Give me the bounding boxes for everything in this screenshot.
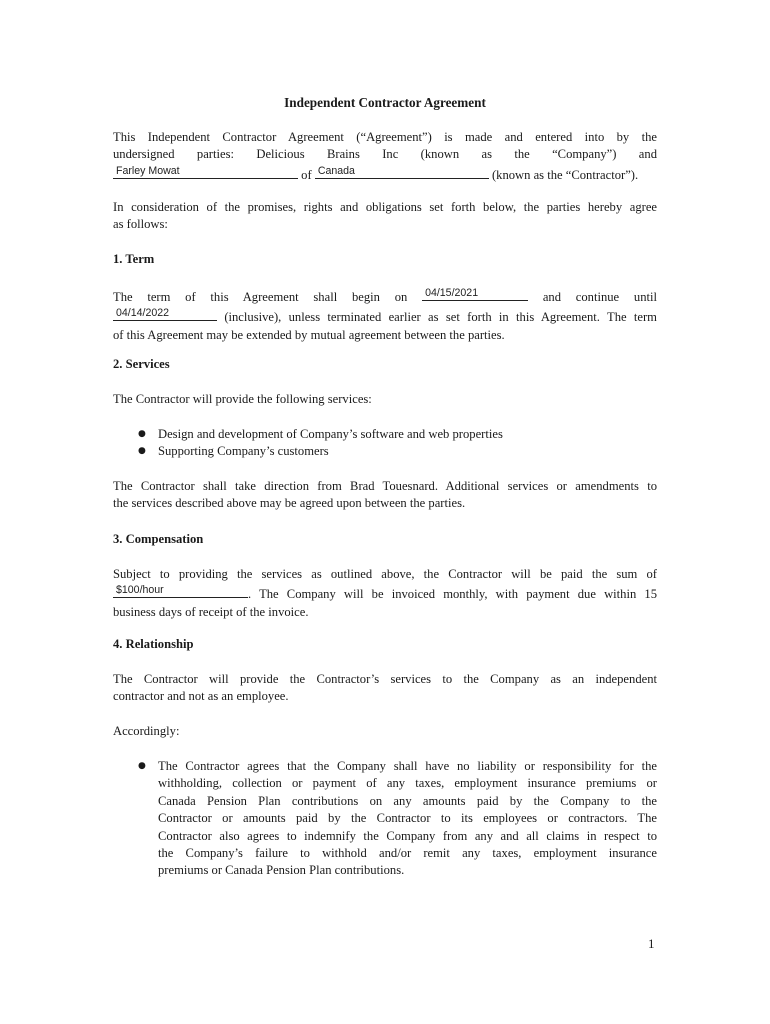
- services-direction-paragraph: [113, 478, 657, 513]
- consideration-paragraph: [113, 199, 657, 234]
- term-line-2: [113, 306, 657, 326]
- term-heading: 1. Term: [113, 252, 155, 266]
- tax-clause-line-6: the Company’s failure to withhold and/or remit any taxes, employment insurance: [158, 846, 657, 861]
- bullet-icon: ●: [138, 446, 146, 457]
- page-number: 1: [648, 936, 655, 951]
- intro-line-3: [113, 164, 657, 184]
- relationship-heading: 4. Relationship: [113, 637, 194, 651]
- document-title: Independent Contractor Agreement: [284, 95, 486, 110]
- service-item-2: Supporting Company’s customers: [158, 444, 329, 459]
- tax-clause-line-7: premiums or Canada Pension Plan contributions.: [158, 863, 405, 878]
- tax-clause-line-1: The Contractor agrees that the Company shall have no liability or responsibility for the: [158, 759, 657, 773]
- rate-field[interactable]: [113, 583, 248, 598]
- start-date-field[interactable]: [422, 286, 528, 301]
- services-heading: 2. Services: [113, 357, 170, 371]
- services-list: [113, 426, 657, 461]
- end-date-field[interactable]: [113, 306, 217, 321]
- relationship-paragraph: [113, 671, 657, 706]
- compensation-paragraph: [113, 566, 657, 621]
- start-date-value: 04/15/2021: [425, 287, 479, 299]
- contractor-location-value: Canada: [317, 164, 355, 177]
- direction-line-1: The Contractor shall take direction from Brad Touesnard. Additional services or amendments to: [113, 479, 657, 493]
- bullet-icon: ●: [138, 429, 146, 439]
- term-post-start-text: and continue until: [542, 290, 657, 304]
- intro-line-2: undersigned parties: Delicious Brains Inc (known as the “Company”) and: [113, 147, 657, 162]
- consideration-line-1: In consideration of the promises, rights and obligations set forth below, the parties hereby agree: [113, 200, 657, 214]
- end-date-value: 04/14/2022: [116, 307, 170, 320]
- contractor-location-field[interactable]: [315, 164, 489, 179]
- intro-paragraph: [113, 129, 657, 184]
- compensation-line-2: [113, 583, 657, 603]
- accordingly-text: Accordingly:: [113, 724, 180, 738]
- compensation-post-rate-text: . The Company will be invoiced monthly, with payment due within 15: [248, 587, 657, 602]
- compensation-line-1: Subject to providing the services as outlined above, the Contractor will be paid the sum of: [113, 567, 657, 581]
- list-item: [113, 426, 657, 443]
- term-pre-start-text: The term of this Agreement shall begin on: [113, 290, 408, 304]
- bullet-icon: ●: [138, 761, 146, 771]
- accordingly-paragraph: [113, 723, 657, 740]
- tax-clause-line-3: Canada Pension Plan contributions on any amounts paid by the Company to the: [158, 793, 657, 808]
- tax-clause-line-2: withholding, collection or payment of any taxes, employment insurance premiums or: [158, 776, 657, 791]
- services-intro-line: The Contractor will provide the following services:: [113, 392, 372, 406]
- compensation-line-3: business days of receipt of the invoice.: [113, 604, 309, 619]
- consideration-line-2: as follows:: [113, 217, 168, 232]
- tax-clause-line-5: Contractor also agrees to indemnify the Company from any and all claims in respect to: [158, 828, 657, 843]
- service-item-1: Design and development of Company’s software and web properties: [158, 427, 503, 441]
- known-as-contractor-text: (known as the “Contractor”).: [491, 167, 639, 182]
- of-text: of: [301, 167, 312, 182]
- term-paragraph: [113, 286, 657, 344]
- compensation-heading: 3. Compensation: [113, 532, 204, 546]
- contractor-name-field[interactable]: [113, 164, 298, 179]
- rate-value: $100/hour: [116, 584, 164, 597]
- tax-clause-line-4: Contractor or amounts paid by the Contractor to its employees or contractors. The: [158, 811, 657, 826]
- services-intro: [113, 391, 657, 408]
- intro-line-1: This Independent Contractor Agreement (“Agreement”) is made and entered into by the: [113, 130, 657, 144]
- contractor-name-value: Farley Mowat: [116, 164, 180, 177]
- relationship-line-1: The Contractor will provide the Contractor’s services to the Company as an independent: [113, 672, 657, 686]
- relationship-list: [113, 758, 657, 880]
- term-line-1: [113, 286, 657, 306]
- list-item: [113, 443, 657, 460]
- relationship-line-2: contractor and not as an employee.: [113, 689, 289, 704]
- list-item: [113, 758, 657, 880]
- term-line-3: of this Agreement may be extended by mutual agreement between the parties.: [113, 327, 505, 342]
- direction-line-2: the services described above may be agreed upon between the parties.: [113, 496, 466, 511]
- term-post-end-text: (inclusive), unless terminated earlier as set forth in this Agreement. The term: [224, 310, 657, 325]
